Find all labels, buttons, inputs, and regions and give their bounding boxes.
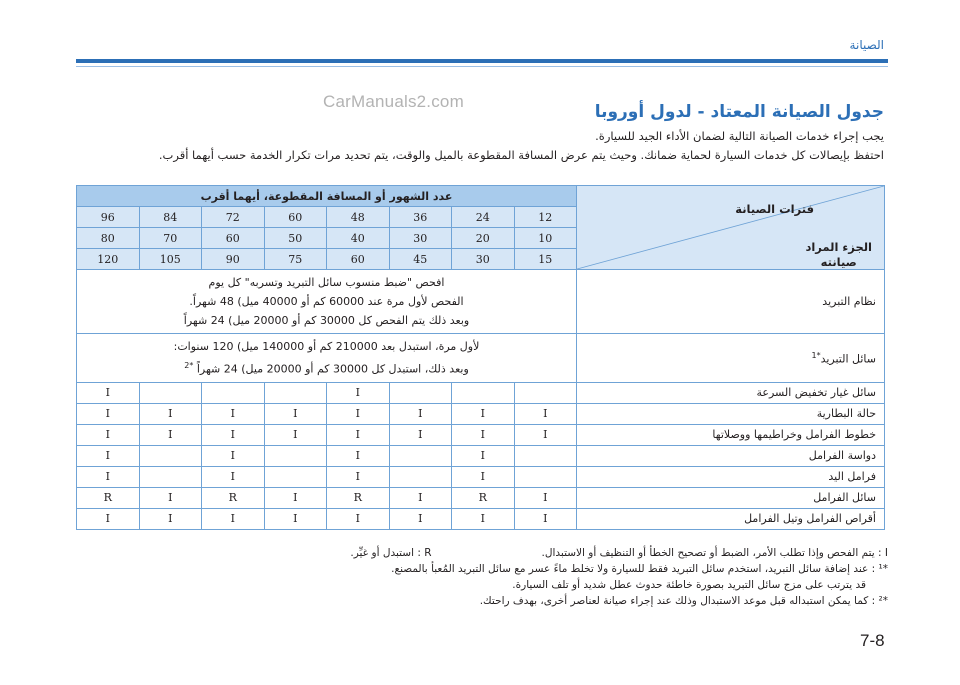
schedule-cell (514, 445, 577, 466)
schedule-cell: I (139, 424, 202, 445)
miles-cell: 10 (514, 228, 577, 249)
schedule-cell: I (202, 508, 265, 529)
header-rule-thin (76, 66, 888, 67)
coolant-label (577, 334, 885, 383)
months-cell: 48 (327, 207, 390, 228)
schedule-cell: I (452, 403, 515, 424)
corner-label-intervals: فترات الصيانة (735, 202, 814, 216)
schedule-cell: I (327, 424, 390, 445)
intro-line-1: يجب إجراء خدمات الصيانة التالية لضمان الأداء الجيد للسيارة. (595, 129, 884, 143)
schedule-cell (389, 445, 452, 466)
schedule-cell: I (264, 424, 327, 445)
maintenance-table (76, 185, 885, 530)
legend-inspect: I : يتم الفحص وإذا تطلب الأمر، الضبط أو تصحيح الخطأ أو التنظيف أو الاستبدال. (541, 547, 888, 559)
cooling-desc-line: افحص "ضبط منسوب سائل التبريد وتسربه" كل يوم (208, 276, 445, 289)
coolant-note-marker: *2 (184, 361, 194, 370)
table-row (77, 508, 885, 529)
footnote-1a: *¹ : عند إضافة سائل التبريد، استخدم سائل التبريد فقط للسيارة ولا تخلط ماءً عسر مع سائل التبريد المُعبأ بالمصنع. (391, 563, 888, 575)
miles-cell: 80 (77, 228, 140, 249)
schedule-cell (264, 466, 327, 487)
corner-label-part-2: صيانته (820, 255, 857, 269)
schedule-cell: I (389, 403, 452, 424)
schedule-cell: I (264, 508, 327, 529)
schedule-cell: I (514, 487, 577, 508)
months-cell: 96 (77, 207, 140, 228)
schedule-cell: I (327, 445, 390, 466)
coolant-desc (77, 334, 577, 383)
schedule-cell (139, 382, 202, 403)
coolant-desc-line: لأول مرة، استبدل بعد 210000 كم أو 140000 ميل) 120 سنوات: (173, 340, 480, 353)
item-label: دواسة الفرامل (577, 445, 885, 466)
row-coolant (77, 334, 885, 383)
cooling-system-desc (77, 270, 577, 334)
months-cell: 60 (264, 207, 327, 228)
schedule-cell: I (77, 508, 140, 529)
schedule-cell: I (77, 403, 140, 424)
km-cell: 45 (389, 249, 452, 270)
schedule-cell: I (77, 382, 140, 403)
schedule-cell (264, 445, 327, 466)
schedule-cell: R (452, 487, 515, 508)
months-cell: 84 (139, 207, 202, 228)
schedule-cell: R (202, 487, 265, 508)
schedule-cell: I (514, 508, 577, 529)
schedule-cell: I (327, 382, 390, 403)
schedule-cell: I (452, 466, 515, 487)
item-label: خطوط الفرامل وخراطيمها ووصلاتها (577, 424, 885, 445)
schedule-cell (202, 382, 265, 403)
schedule-cell: I (139, 508, 202, 529)
watermark: CarManuals2.com (323, 92, 464, 111)
legend-replace: R : استبدل أو غيِّر. (350, 547, 432, 559)
schedule-cell: I (77, 466, 140, 487)
header-section-name: الصيانة (849, 38, 884, 52)
schedule-cell (389, 382, 452, 403)
footnotes (76, 545, 888, 609)
km-cell: 15 (514, 249, 577, 270)
km-cell: 105 (139, 249, 202, 270)
schedule-cell: I (264, 487, 327, 508)
km-cell: 30 (452, 249, 515, 270)
corner-label-part-1: الجزء المراد (805, 240, 872, 254)
item-label: فرامل اليد (577, 466, 885, 487)
intro-line-2: احتفظ بإيصالات كل خدمات السيارة لحماية ضمانك. وحيث يتم عرض المسافة المقطوعة بالميل والوقت، يتم تحديد مرات تكرار الخدمة حسب أيهما أقرب. (158, 148, 884, 162)
cooling-desc-line: وبعد ذلك يتم الفحص كل 30000 كم أو 20000 ميل) 24 شهراً (183, 314, 470, 327)
months-cell: 12 (514, 207, 577, 228)
schedule-cell: I (77, 445, 140, 466)
schedule-cell (264, 382, 327, 403)
item-label: أقراص الفرامل وتيل الفرامل (577, 508, 885, 529)
schedule-cell: I (389, 508, 452, 529)
row-cooling-system (77, 270, 885, 334)
table-row (77, 382, 885, 403)
schedule-cell (139, 466, 202, 487)
schedule-cell: R (77, 487, 140, 508)
table-corner-header (577, 186, 885, 270)
cooling-system-label: نظام التبريد (577, 270, 885, 334)
schedule-cell: I (327, 508, 390, 529)
schedule-cell: I (389, 424, 452, 445)
schedule-cell: I (514, 403, 577, 424)
coolant-label-text: سائل التبريد (820, 352, 876, 366)
table-row (77, 403, 885, 424)
schedule-cell: I (77, 424, 140, 445)
schedule-cell: I (139, 403, 202, 424)
schedule-cell: I (202, 445, 265, 466)
schedule-cell: I (514, 424, 577, 445)
schedule-cell: R (327, 487, 390, 508)
coolant-desc-line: وبعد ذلك، استبدل كل 30000 كم أو 20000 ميل) 24 شهراً (196, 362, 469, 376)
schedule-cell: I (452, 424, 515, 445)
months-cell: 72 (202, 207, 265, 228)
km-cell: 90 (202, 249, 265, 270)
interval-header: عدد الشهور أو المسافة المقطوعة، أيهما أقرب (77, 186, 577, 207)
page-number: 7-8 (860, 631, 885, 650)
cooling-desc-line: الفحص لأول مرة عند 60000 كم أو 40000 ميل) 48 شهراً. (189, 295, 464, 308)
schedule-cell: I (202, 424, 265, 445)
schedule-cell: I (327, 403, 390, 424)
schedule-cell: I (452, 508, 515, 529)
miles-cell: 60 (202, 228, 265, 249)
footnote-2: *² : كما يمكن استبداله قبل موعد الاستبدال وذلك عند إجراء صيانة لعناصر أخرى، بهدف راحتك. (479, 595, 888, 607)
page-title: جدول الصيانة المعتاد - لدول أوروبا (594, 102, 884, 122)
schedule-cell (514, 382, 577, 403)
schedule-cell: I (452, 445, 515, 466)
schedule-cell: I (202, 403, 265, 424)
miles-cell: 50 (264, 228, 327, 249)
schedule-cell (514, 466, 577, 487)
miles-cell: 20 (452, 228, 515, 249)
km-cell: 60 (327, 249, 390, 270)
schedule-cell (139, 445, 202, 466)
item-label: حالة البطارية (577, 403, 885, 424)
miles-cell: 30 (389, 228, 452, 249)
corner-label-part (805, 240, 872, 270)
item-label: سائل الفرامل (577, 487, 885, 508)
schedule-cell: I (139, 487, 202, 508)
table-row (77, 424, 885, 445)
schedule-cell: I (389, 487, 452, 508)
months-cell: 36 (389, 207, 452, 228)
table-row (77, 445, 885, 466)
table-row (77, 466, 885, 487)
months-cell: 24 (452, 207, 515, 228)
footnote-1b: قد يترتب على مزج سائل التبريد بصورة خاطئة حدوث عطل شديد أو تلف السيارة. (512, 579, 866, 591)
schedule-cell (452, 382, 515, 403)
km-cell: 120 (77, 249, 140, 270)
km-cell: 75 (264, 249, 327, 270)
schedule-cell (389, 466, 452, 487)
miles-cell: 70 (139, 228, 202, 249)
table-row (77, 487, 885, 508)
schedule-cell: I (202, 466, 265, 487)
item-label: سائل غيار تخفيض السرعة (577, 382, 885, 403)
schedule-cell: I (327, 466, 390, 487)
schedule-cell: I (264, 403, 327, 424)
miles-cell: 40 (327, 228, 390, 249)
header-rule (76, 59, 888, 63)
coolant-label-note: *1 (811, 350, 821, 360)
